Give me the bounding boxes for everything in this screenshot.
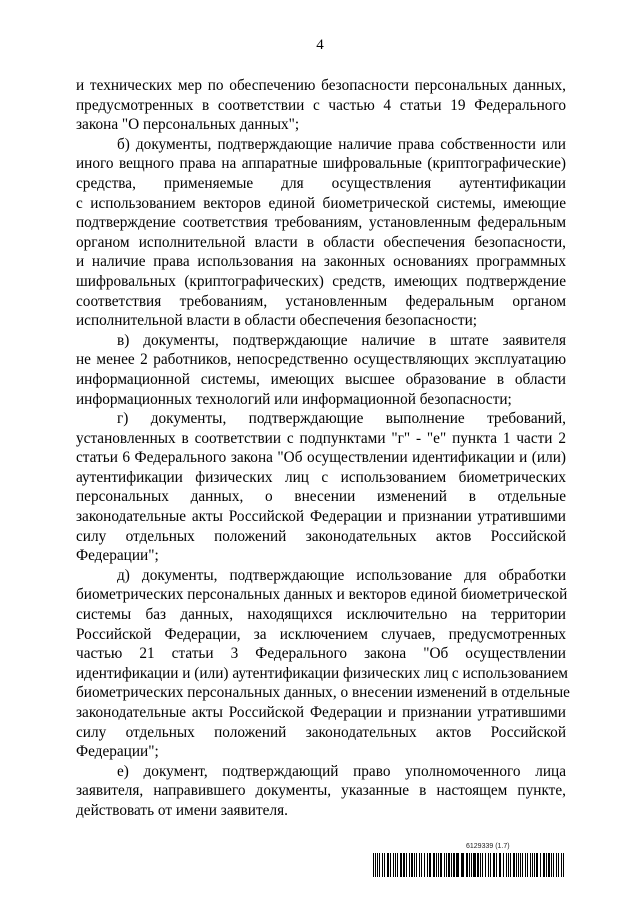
text-line: предусмотренных в соответствии с частью 4 статьи 19 Федерального <box>76 96 566 114</box>
text-line: в) документы, подтверждающие наличие в штате заявителя <box>117 331 566 349</box>
text-line: законодательные акты Российской Федерации и признании утратившими <box>76 704 566 721</box>
text-line: органом исполнительной власти в области обеспечения безопасности, <box>76 233 566 251</box>
barcode-image <box>373 853 566 877</box>
text-line: частью 21 статьи 3 Федерального закона "Об осуществлении <box>76 645 566 663</box>
text-line: подтверждение соответствия требованиям, установленным федеральным <box>76 214 566 232</box>
text-line: аутентификации физических лиц с использованием биометрических <box>76 468 566 486</box>
text-line: б) документы, подтверждающие наличие права собственности или <box>117 135 566 153</box>
text-line: с использованием векторов единой биометрической системы, имеющие <box>76 194 566 212</box>
text-line: закона "О персональных данных"; <box>76 116 300 134</box>
text-line: информационной системы, имеющих высшее образование в области <box>76 370 566 388</box>
text-line: е) документ, подтверждающий право уполномоченного лица <box>117 762 566 780</box>
text-line: Федерации"; <box>76 547 159 565</box>
text-line: и наличие права использования на законных основаниях программных <box>76 253 566 271</box>
document-body <box>76 76 570 821</box>
text-line: статьи 6 Федерального закона "Об осуществлении идентификации и (или) <box>76 449 566 467</box>
text-line: Федерации"; <box>76 743 159 761</box>
text-line: не менее 2 работников, непосредственно осуществляющих эксплуатацию <box>76 351 566 369</box>
text-line: установленных в соответствии с подпунктами "г" - "е" пункта 1 части 2 <box>76 429 566 447</box>
text-line: идентификации и (или) аутентификации физических лиц с использованием <box>76 664 568 682</box>
text-line: Российской Федерации, за исключением случаев, предусмотренных <box>76 625 566 643</box>
text-line: д) документы, подтверждающие использование для обработки <box>117 566 566 584</box>
text-line: г) документы, подтверждающие выполнение требований, <box>117 410 566 428</box>
text-line: и технических мер по обеспечению безопасности персональных данных, <box>76 77 566 94</box>
text-line: биометрических персональных данных, о внесении изменений в отдельные <box>76 684 570 702</box>
text-line: исполнительной власти в области обеспечения безопасности; <box>76 312 478 330</box>
text-line: законодательные акты Российской Федерации и признании утратившими <box>76 508 566 526</box>
text-line: персональных данных, о внесении изменений в отдельные <box>76 488 566 506</box>
text-line: системы баз данных, находящихся исключительно на территории <box>76 606 566 624</box>
text-line: действовать от имени заявителя. <box>76 801 288 819</box>
text-line: информационных технологий или информационной безопасности; <box>76 390 512 408</box>
text-line: заявителя, направившего документы, указанные в настоящем пункте, <box>76 782 566 800</box>
barcode-code: 6129339 (1.7) <box>466 843 510 850</box>
page-number: 4 <box>316 37 324 53</box>
text-line: силу отдельных положений законодательных актов Российской <box>76 723 566 741</box>
text-line: биометрических персональных данных и векторов единой биометрической <box>76 586 568 604</box>
text-line: соответствия требованиям, установленным федеральным органом <box>76 292 566 310</box>
text-line: шифровальных (криптографических) средств, имеющих подтверждение <box>76 272 566 290</box>
text-line: иного вещного права на аппаратные шифровальные (криптографические) <box>76 155 566 173</box>
text-line: средства, применяемые для осуществления аутентификации <box>76 174 566 192</box>
text-line: силу отдельных положений законодательных актов Российской <box>76 527 566 545</box>
